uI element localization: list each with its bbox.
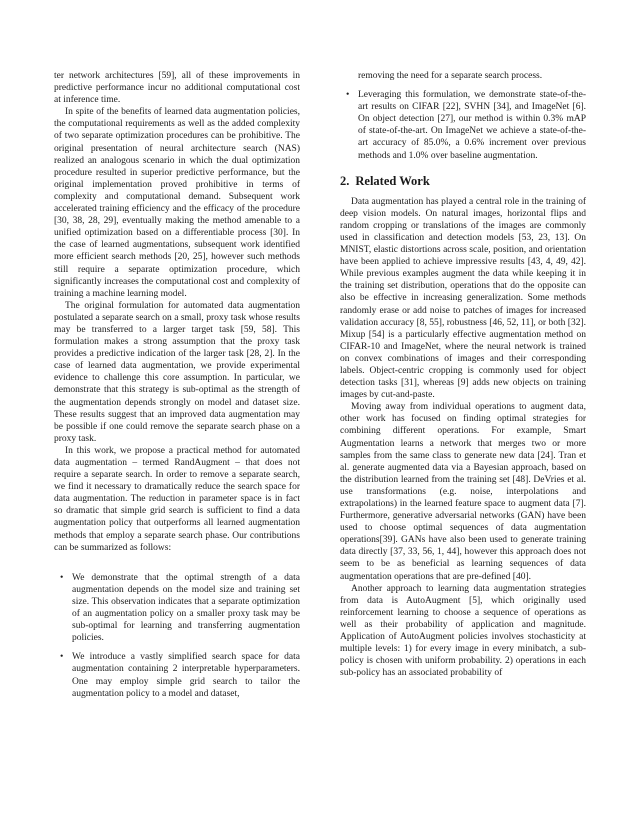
paragraph: The original formulation for automated data augmentation postulated a separate search on a small, proxy task whose results may be transferred to a larger target task [59, 58]. This formulation makes a strong assumption that the proxy task provides a predictive indication of the larger task [28, 2]. In the case of learned data augmentation, we provide experimental evidence to challenge this core assumption. In particular, we demonstrate that this strategy is sub-optimal as the strength of the augmentation depends strongly on model and dataset size. These results suggest that an improved data augmentation may be possible if one could remove the separate search phase on a proxy task. [54,300,300,444]
paragraph: Moving away from individual operations to augment data, other work has focused on finding optimal strategies for combining different operations. For example, Smart Augmentation learns a network that merges two or more samples from the same class to generate new data [24]. Tran et al. generate augmented data via a Bayesian approach, based on the distribution learned from the training set [48]. DeVries et al. use transformations (e.g. noise, interpolations and extrapolations) in the learned feature space to augment data [7]. Furthermore, generative adversarial networks (GAN) have been used to choose optimal sequences of data augmentation operations[39]. GANs have also been used to generate training data directly [37, 33, 56, 1, 44], however this approach does not seem to be as beneficial as learning sequences of data augmentation operations that are pre-defined [40]. [340,402,586,582]
contribution-list [54,572,300,700]
contribution-bullet: • We introduce a vastly simplified search space for data augmentation containing 2 interpretable hyperparameters. One may employ simple grid search to tailor the augmentation policy to a model and dataset, [54,651,300,699]
right-column [340,70,586,679]
section-number: 2. [340,173,350,188]
contribution-list-continued [340,70,586,162]
contribution-bullet: • We demonstrate that the optimal strength of a data augmentation depends on the model size and training set size. This observation indicates that a separate optimization of an augmentation policy on a smaller proxy task may be sub-optimal for learning and transferring augmentation policies. [54,572,300,645]
contribution-bullet-continued: removing the need for a separate search process. [358,71,543,81]
paragraph: ter network architectures [59], all of these improvements in predictive performance incur no additional computational cost at inference time. [54,71,300,106]
contribution-bullet: • Leveraging this formulation, we demonstrate state-of-the-art results on CIFAR [22], SVHN [34], and ImageNet [6]. On object detection [27], our method is within 0.3% mAP of state-of-the-art. On ImageNet we achieve a state-of-the-art accuracy of 85.0%, a 0.6% increment over previous methods and 1.0% over baseline augmentation. [340,89,586,162]
left-column [54,70,300,707]
paragraph: In this work, we propose a practical method for automated data augmentation – termed RandAugment – that does not require a separate search. In order to remove a separate search, we find it necessary to dramatically reduce the search space for data augmentation. The reduction in parameter space is in fact so dramatic that simple grid search is sufficient to find a data augmentation policy that outperforms all learned augmentation methods that employ a separate search phase. Our contributions can be summarized as follows: [54,445,300,553]
section-title: Related Work [355,173,430,188]
paragraph: Data augmentation has played a central role in the training of deep vision models. On natural images, horizontal flips and random cropping or translations of the images are commonly used in classification and detection models [53, 23, 13]. On MNIST, elastic distortions across scale, position, and orientation have been applied to achieve impressive results [43, 4, 49, 42]. While previous examples augment the data while keeping it in the training set distribution, operations that do the opposite can also be effective in increasing generalization. Some methods randomly erase or add noise to patches of images for increased validation accuracy [8, 55], robustness [46, 52, 11], or both [32]. Mixup [54] is a particularly effective augmentation method on CIFAR-10 and ImageNet, where the neural network is trained on convex combinations of images and their corresponding labels. Object-centric cropping is commonly used for object detection tasks [31], whereas [9] adds new objects on training images by cut-and-paste. [340,196,586,401]
section-heading [340,174,586,189]
spacer [54,554,300,564]
paragraph: In spite of the benefits of learned data augmentation policies, the computational requirements as well as the added complexity of two separate optimization procedures can be prohibitive. The original presentation of neural architecture search (NAS) realized an analogous scenario in which the dual optimization procedure resulted in superior predictive performance, but the original implementation proved prohibitive in terms of complexity and computational demand. Subsequent work accelerated training efficiency and the efficacy of the procedure [30, 38, 28, 29], eventually making the method amenable to a unified optimization based on a differentiable process [30]. In the case of learned augmentations, subsequent work identified more efficient search methods [20, 25], however such methods still require a separate optimization procedure, which significantly increases the computational cost and complexity of training a machine learning model. [54,107,300,299]
paragraph: Another approach to learning data augmentation strategies from data is AutoAugment [5], which originally used reinforcement learning to choose a sequence of operations as well as their probability of application and magnitude. Application of AutoAugment policies involves stochasticity at multiple levels: 1) for every image in every minibatch, a sub-policy is chosen with uniform probability. 2) operations in each sub-policy has an associated probability of [340,583,586,679]
